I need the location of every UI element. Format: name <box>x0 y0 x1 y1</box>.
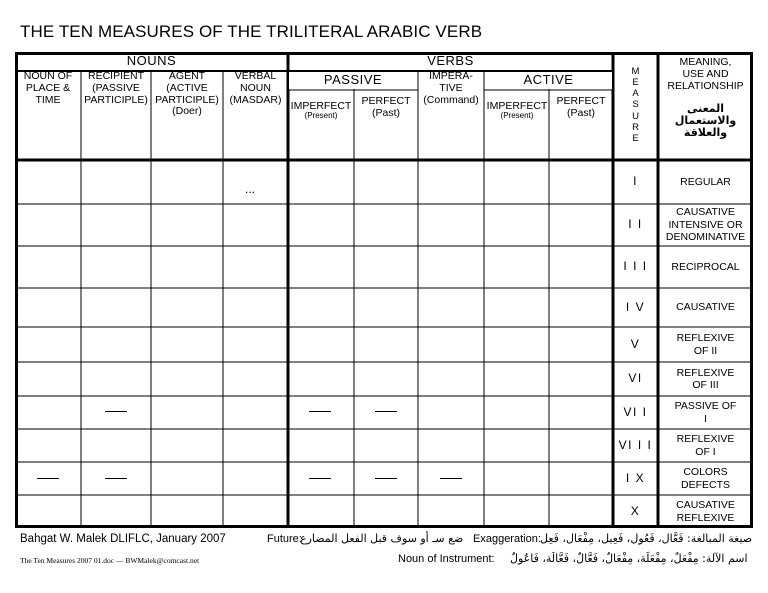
measure-roman <box>613 462 658 495</box>
passive-perfect-header-line: PERFECT <box>361 95 411 108</box>
nouns-header-line: NOUNS <box>126 53 177 69</box>
verbal-noun-header-line: VERBAL <box>234 70 277 82</box>
meaning-cell-line: REFLEXIVE <box>676 511 735 524</box>
page-title: THE TEN MEASURES OF THE TRILITERAL ARABIC VERB <box>20 22 483 41</box>
measure-roman-line: I I I <box>623 259 648 274</box>
passive-perfect-header <box>354 90 418 126</box>
measure-header-line: S <box>632 99 639 111</box>
noun-of-instrument-label: Noun of Instrument: <box>398 553 495 565</box>
meaning-cell-line: RECIPROCAL <box>671 260 740 273</box>
measure-roman <box>613 362 658 396</box>
measure-header-line: M <box>631 65 640 77</box>
place-time-header-line: NOUN OF <box>23 70 73 82</box>
meaning-cell <box>658 495 753 528</box>
meaning-cell-line: REFLEXIVE <box>676 433 735 445</box>
file-info: The Ten Measures 2007 01.doc — BWMalek@comcast.net <box>20 556 200 565</box>
future-arabic: ضع سـ أو سوف قبل الفعل المضارع <box>300 532 464 545</box>
measure-roman <box>613 204 658 246</box>
recipient-header <box>81 71 151 111</box>
meaning-cell-line: OF III <box>692 379 719 391</box>
meaning-header-arabic <box>658 92 753 150</box>
recipient-header-line: RECIPIENT <box>87 70 144 82</box>
author-line: Bahgat W. Malek DLIFLC, January 2007 <box>20 533 226 545</box>
measure-roman <box>613 246 658 288</box>
measure-header-line: U <box>632 110 639 122</box>
recipient-header-line: (PASSIVE <box>92 81 140 94</box>
imperative-header-line: (Command) <box>423 93 479 106</box>
verbal-noun-header <box>223 71 288 121</box>
active-imperfect-header-line: (Present) <box>500 111 534 121</box>
meaning-header-line: USE AND <box>682 68 729 81</box>
active-imperfect-header <box>484 90 550 132</box>
meaning-header-arabic-line: المعنى <box>686 101 725 115</box>
recipient-header-line: PARTICIPLE) <box>84 93 148 106</box>
meaning-cell-line: REFLEXIVE <box>676 366 735 379</box>
meaning-cell-line: DEFECTS <box>680 478 730 491</box>
passive-imperfect-header-line: (Present) <box>304 111 338 121</box>
empty-form-dash <box>375 411 397 412</box>
measure-roman-line: I X <box>625 470 646 485</box>
measure-header-line: E <box>632 133 639 144</box>
agent-header-line: PARTICIPLE) <box>155 93 219 106</box>
agent-header-line: AGENT <box>168 70 206 82</box>
verbs-header-line: VERBS <box>427 53 474 69</box>
verbs-header <box>288 52 613 71</box>
meaning-cell <box>658 429 753 462</box>
meaning-cell-line: REFLEXIVE <box>676 332 735 344</box>
meaning-header-arabic-line: والاستعمال <box>674 113 737 127</box>
empty-form-dash <box>37 478 59 479</box>
meaning-cell-line: PASSIVE OF <box>674 400 737 412</box>
passive-imperfect-header <box>288 90 354 132</box>
measure-roman-line: I I <box>628 217 643 232</box>
verbal-noun-header-line: (MASDAR) <box>229 93 282 106</box>
measure-roman-line: VI <box>628 371 643 386</box>
active-imperfect-header-line: IMPERFECT <box>486 99 548 112</box>
empty-form-dash <box>309 411 331 412</box>
meaning-header-arabic-line: والعلاقة <box>683 126 728 140</box>
active-header <box>484 71 613 90</box>
empty-form-dash <box>440 478 462 479</box>
passive-header <box>288 71 418 90</box>
measure-roman-line: VI I I <box>618 437 653 452</box>
measure-roman-line: VI I <box>623 404 648 419</box>
meaning-cell-line: REGULAR <box>680 175 731 188</box>
future-label: Future: <box>267 533 302 545</box>
empty-form-dash <box>375 478 397 479</box>
measure-roman <box>613 160 658 204</box>
meaning-cell <box>658 462 753 495</box>
imperative-header-line: IMPERA- <box>429 70 473 82</box>
noun-of-instrument-arabic: اسم الآلة: مِفْعَلٌ، مِفْعَلَة، مِفْعَالٌ، فَعَّالٌ، فَعَّالَة، فَاعُولٌ <box>510 552 748 565</box>
agent-header <box>151 71 223 127</box>
place-time-header-line: TIME <box>35 93 61 106</box>
meaning-cell-line: INTENSIVE OR <box>668 218 743 231</box>
measure-roman <box>613 396 658 429</box>
exaggeration-arabic: صيغة المبالغة: فَعَّال، فَعُول، فَعِيل، مِفْعَال، فَعِل <box>540 532 753 545</box>
active-perfect-header-line: (Past) <box>566 107 595 119</box>
measure-roman-line: I <box>633 174 638 189</box>
measure-header-line: A <box>632 88 639 100</box>
meaning-header <box>658 58 753 92</box>
meaning-cell-line: OF I <box>695 445 716 458</box>
place-time-header-line: PLACE & <box>25 81 71 94</box>
meaning-cell <box>658 204 753 246</box>
measure-roman-line: V <box>630 336 641 351</box>
meaning-cell <box>658 160 753 204</box>
meaning-cell <box>658 362 753 396</box>
measure-header <box>613 55 658 155</box>
place-time-header <box>15 71 81 111</box>
measures-table <box>15 52 753 528</box>
measure-header-line: E <box>632 76 639 88</box>
active-perfect-header-line: PERFECT <box>556 95 606 108</box>
measure-roman <box>613 288 658 327</box>
measure-roman-line: I V <box>625 299 646 314</box>
meaning-cell <box>658 396 753 429</box>
empty-form-dash <box>309 478 331 479</box>
measure-roman <box>613 495 658 528</box>
meaning-cell-line: DENOMINATIVE <box>665 231 746 244</box>
passive-header-line: PASSIVE <box>323 72 383 88</box>
meaning-cell <box>658 246 753 288</box>
verbal-noun-header-line: NOUN <box>240 81 271 94</box>
agent-header-line: (Doer) <box>172 105 202 118</box>
meaning-cell-line: OF II <box>693 344 718 357</box>
measure-roman <box>613 429 658 462</box>
active-header-line: ACTIVE <box>523 72 574 88</box>
meaning-cell-line: CAUSATIVE <box>676 301 735 314</box>
meaning-cell-line: CAUSATIVE <box>676 206 735 219</box>
meaning-cell <box>658 288 753 327</box>
passive-imperfect-header-line: IMPERFECT <box>290 99 352 112</box>
active-perfect-header <box>549 90 613 126</box>
meaning-cell <box>658 327 753 362</box>
meaning-header-line: RELATIONSHIP <box>667 79 744 92</box>
exaggeration-label: Exaggeration: <box>473 533 541 545</box>
imperative-header <box>418 71 484 121</box>
measure-roman-line: X <box>630 503 641 518</box>
empty-form-dash <box>105 478 127 479</box>
imperative-header-line: TIVE <box>439 81 463 94</box>
measure-header-line: R <box>632 121 639 133</box>
meaning-header-line: MEANING, <box>679 56 732 69</box>
meaning-cell-line: COLORS <box>683 466 728 478</box>
nouns-header <box>15 52 288 71</box>
measure-roman <box>613 327 658 362</box>
passive-perfect-header-line: (Past) <box>371 107 400 119</box>
meaning-cell-line: CAUSATIVE <box>676 499 735 511</box>
ellipsis: ... <box>245 182 256 196</box>
agent-header-line: (ACTIVE <box>166 81 208 94</box>
empty-form-dash <box>105 411 127 412</box>
meaning-cell-line: I <box>704 412 707 425</box>
